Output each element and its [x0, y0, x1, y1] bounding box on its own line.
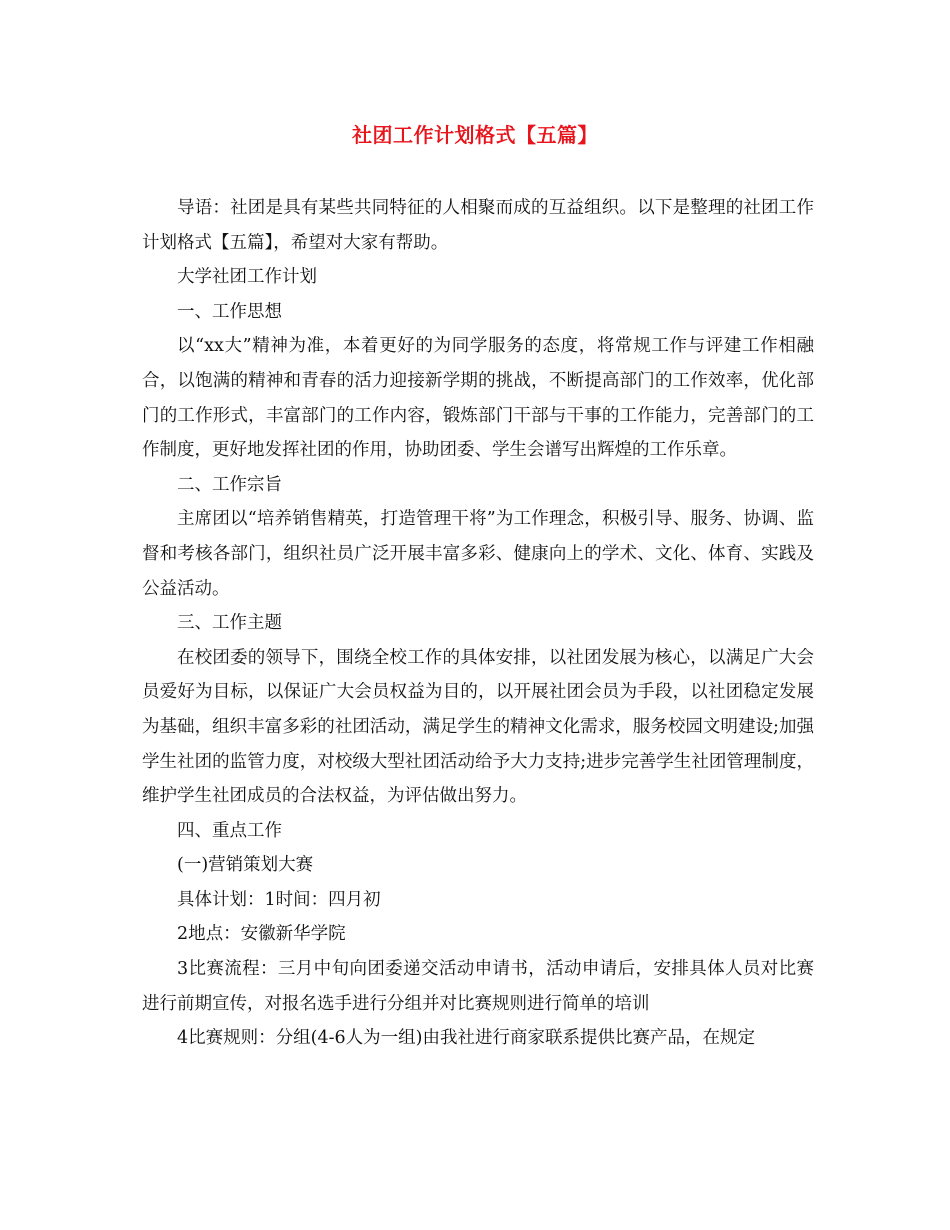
paragraph: 在校团委的领导下，围绕全校工作的具体安排，以社团发展为核心，以满足广大会员爱好为目标，以保证广大会员权益为目的，以开展社团会员为手段，以社团稳定发展为基础，组织丰富多彩的社团活动，满足学生的精神文化需求，服务校园文明建设;加强学生社团的监管力度，对校级大型社团活动给予大力支持;进步完善学生社团管理制度，维护学生社团成员的合法权益，为评估做出努力。 — [142, 647, 814, 807]
section-heading: 大学社团工作计划 — [177, 267, 317, 288]
subsection-heading: (一)营销策划大赛 — [177, 855, 314, 876]
document-body — [142, 191, 814, 1056]
section-heading: 二、工作宗旨 — [177, 474, 282, 495]
list-item: 4比赛规则：分组(4-6人为一组)由我社进行商家联系提供比赛产品，在规定 — [177, 1028, 755, 1049]
section-heading: 三、工作主题 — [177, 613, 282, 634]
paragraph: 主席团以“培养销售精英，打造管理干将”为工作理念，积极引导、服务、协调、监督和考核各部门，组织社员广泛开展丰富多彩、健康向上的学术、文化、体育、实践及公益活动。 — [142, 509, 814, 599]
list-item: 3比赛流程：三月中旬向团委递交活动申请书，活动申请后，安排具体人员对比赛进行前期宣传，对报名选手进行分组并对比赛规则进行简单的培训 — [142, 959, 814, 1014]
section-heading: 一、工作思想 — [177, 301, 282, 322]
list-item: 2地点：安徽新华学院 — [177, 924, 346, 945]
document-title: 社团工作计划格式【五篇】 — [352, 123, 598, 147]
list-item: 具体计划：1时间：四月初 — [177, 889, 381, 910]
section-heading: 四、重点工作 — [177, 820, 282, 841]
paragraph-intro: 导语：社团是具有某些共同特征的人相聚而成的互益组织。以下是整理的社团工作计划格式【五篇】，希望对大家有帮助。 — [142, 198, 814, 253]
paragraph: 以“xx大”精神为准，本着更好的为同学服务的态度，将常规工作与评建工作相融合，以饱满的精神和青春的活力迎接新学期的挑战，不断提高部门的工作效率，优化部门的工作形式，丰富部门的工作内容，锻炼部门干部与干事的工作能力，完善部门的工作制度，更好地发挥社团的作用，协助团委、学生会谱写出辉煌的工作乐章。 — [142, 336, 814, 461]
